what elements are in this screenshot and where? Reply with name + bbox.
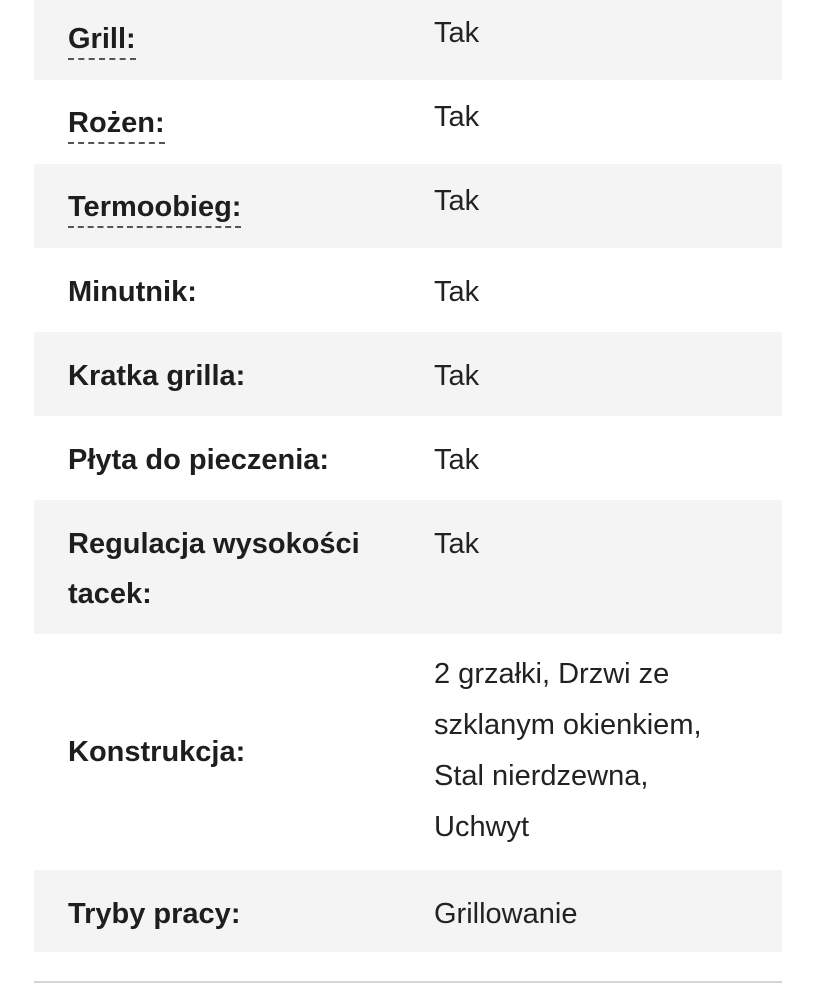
spec-label: Tryby pracy: [68,898,241,930]
spec-label: Płyta do pieczenia: [68,444,330,476]
spec-row-regulacja-wysokosci [34,500,782,634]
spec-row-tryby-pracy [34,870,782,952]
spec-value: Tak [434,101,480,133]
spec-value: Tak [434,444,480,476]
spec-value: Tak [434,528,480,560]
spec-row-grill [34,0,782,80]
spec-label-tooltip-trigger[interactable]: Grill: [68,20,136,60]
spec-label: Regulacja wysokości tacek: [68,528,360,610]
spec-label: Minutnik: [68,276,197,308]
spec-row-kratka-grilla [34,332,782,416]
spec-label-tooltip-trigger[interactable]: Termoobieg: [68,188,241,228]
spec-value: Tak [434,276,480,308]
table-bottom-divider [34,981,782,983]
spec-value: Tak [434,17,480,49]
spec-label [68,14,434,64]
spec-label [68,98,434,148]
spec-value: Tak [434,185,480,217]
spec-row-termoobieg [34,164,782,248]
spec-row-rozen [34,80,782,164]
spec-label: Konstrukcja: [68,736,246,768]
spec-label: Kratka grilla: [68,360,246,392]
spec-label-tooltip-trigger[interactable]: Rożen: [68,104,165,144]
spec-value: Grillowanie [434,898,578,930]
spec-row-minutnik [34,248,782,332]
spec-row-konstrukcja [34,634,782,870]
spec-table [34,0,782,952]
spec-row-plyta-do-pieczenia [34,416,782,500]
spec-value: 2 grzałki, Drzwi ze szklanym okienkiem, Stal nierdzewna, Uchwyt [434,658,702,843]
spec-value: Tak [434,360,480,392]
spec-label [68,182,434,232]
